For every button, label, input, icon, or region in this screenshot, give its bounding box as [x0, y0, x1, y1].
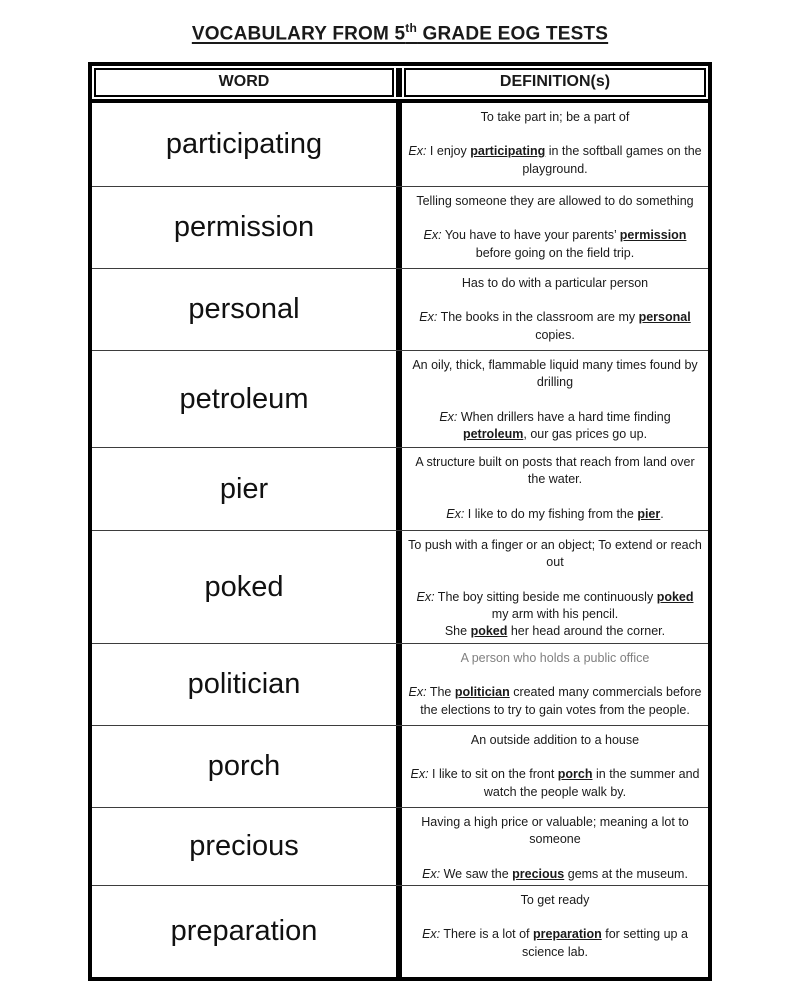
table-row: [92, 886, 708, 977]
example-segment: Ex:: [408, 144, 427, 159]
example-segment: Ex:: [422, 866, 441, 881]
example-segment: She: [444, 624, 471, 638]
example-sentence: [408, 227, 702, 262]
example-segment: Ex:: [416, 589, 435, 604]
vocabulary-word: pier: [219, 472, 269, 505]
example-sentence: [408, 623, 702, 640]
example-segment: in the softball games on the playground.: [522, 144, 702, 176]
example-segment: Ex:: [408, 685, 427, 700]
table-header-row: [92, 66, 708, 103]
example-segment: politician: [454, 685, 510, 700]
example-sentence: [408, 766, 702, 801]
example-segment: gems at the museum.: [564, 866, 688, 881]
vocabulary-word: preparation: [170, 915, 318, 947]
example-segment: her head around the corner.: [507, 624, 666, 638]
example-segment: before going on the field trip.: [475, 245, 635, 260]
example-sentence: [408, 409, 702, 444]
example-segment: created many commercials before the elections to try to gain votes from the people.: [420, 685, 702, 717]
example-segment: in the summer and watch the people walk by.: [483, 767, 700, 799]
definition-text: To push with a finger or an object; To extend or reach out: [408, 538, 702, 570]
definition-text: Telling someone they are allowed to do something: [416, 194, 694, 208]
vocabulary-word: precious: [189, 830, 299, 862]
example-sentence: [408, 589, 702, 624]
example-segment: The books in the classroom are my: [437, 310, 639, 325]
example-segment: participating: [470, 144, 546, 159]
definition-text: A person who holds a public office: [460, 651, 650, 665]
word-cell: [92, 448, 396, 530]
definition-cell: [402, 269, 708, 350]
definition-text: To get ready: [520, 893, 590, 907]
vocabulary-word: poked: [204, 570, 284, 603]
definition-text: An oily, thick, flammable liquid many times found by drilling: [412, 358, 698, 390]
definition-text: Having a high price or valuable; meaning a lot to someone: [421, 815, 689, 847]
example-sentence: [408, 309, 702, 344]
example-segment: The: [426, 685, 455, 700]
page-title-superscript: th: [405, 21, 418, 35]
example-segment: There is a lot of: [440, 927, 533, 942]
example-segment: We saw the: [440, 866, 513, 881]
example-segment: I like to do my fishing from the: [464, 506, 638, 521]
definition-cell: [402, 531, 708, 643]
example-segment: Ex:: [423, 228, 442, 243]
vocabulary-table: [88, 62, 712, 981]
example-segment: poked: [656, 589, 694, 604]
example-sentence: [408, 506, 702, 523]
definition-cell: [402, 726, 708, 807]
table-row: [92, 726, 708, 808]
definition-cell: [402, 644, 708, 725]
example-segment: personal: [638, 310, 691, 325]
example-segment: preparation: [533, 927, 602, 942]
table-body: [92, 103, 708, 977]
table-row: [92, 269, 708, 351]
example-segment: Ex:: [410, 767, 429, 782]
example-segment: for setting up a science lab.: [521, 927, 688, 959]
page-title-text: GRADE EOG TESTS: [417, 23, 609, 45]
page-title: [0, 0, 800, 45]
example-segment: pier: [637, 506, 661, 521]
page-title-text: VOCABULARY FROM 5: [191, 23, 406, 45]
definition-text: To take part in; be a part of: [480, 110, 630, 124]
example-segment: I like to sit on the front: [428, 767, 558, 782]
example-segment: You have to have your parents’: [441, 228, 620, 243]
example-segment: Ex:: [422, 927, 441, 942]
table-row: [92, 351, 708, 448]
example-segment: I enjoy: [426, 144, 471, 159]
definition-cell: [402, 448, 708, 530]
table-row: [92, 531, 708, 644]
definition-text: A structure built on posts that reach from land over the water.: [415, 455, 695, 487]
example-sentence: [408, 866, 702, 883]
definition-cell: [402, 886, 708, 977]
example-segment: poked: [470, 624, 508, 638]
example-sentence: [408, 684, 702, 719]
example-segment: precious: [512, 866, 565, 881]
definition-cell: [402, 187, 708, 268]
word-cell: [92, 808, 396, 885]
example-segment: , our gas prices go up.: [523, 426, 648, 441]
example-sentence: [408, 143, 702, 178]
example-segment: permission: [619, 228, 687, 243]
example-segment: copies.: [535, 327, 575, 342]
definition-text: An outside addition to a house: [470, 733, 640, 747]
example-segment: Ex:: [439, 409, 458, 424]
table-row: [92, 103, 708, 187]
table-row: [92, 644, 708, 726]
definition-cell: [402, 103, 708, 186]
example-segment: Ex:: [419, 310, 438, 325]
example-segment: Ex:: [446, 506, 465, 521]
example-segment: .: [660, 506, 664, 521]
table-row: [92, 448, 708, 531]
vocabulary-word: petroleum: [179, 382, 309, 415]
word-cell: [92, 644, 396, 725]
example-segment: petroleum: [462, 426, 524, 441]
word-cell: [92, 351, 396, 447]
table-row: [92, 808, 708, 886]
word-cell: [92, 187, 396, 268]
table-row: [92, 187, 708, 269]
definition-text: Has to do with a particular person: [461, 276, 649, 290]
example-segment: When drillers have a hard time finding: [457, 409, 671, 424]
example-segment: porch: [557, 767, 593, 782]
example-sentence: [408, 926, 702, 961]
word-cell: [92, 886, 396, 977]
vocabulary-word: participating: [165, 128, 323, 160]
definition-cell: [402, 351, 708, 447]
vocabulary-word: personal: [188, 293, 300, 325]
example-segment: The boy sitting beside me continuously: [434, 589, 657, 604]
vocabulary-word: politician: [187, 668, 301, 700]
example-segment: my arm with his pencil.: [491, 606, 619, 621]
word-cell: [92, 269, 396, 350]
vocabulary-word: porch: [207, 750, 281, 782]
word-cell: [92, 726, 396, 807]
word-cell: [92, 103, 396, 186]
column-header-definition: DEFINITION(s): [404, 68, 706, 97]
vocabulary-word: permission: [173, 211, 315, 243]
word-cell: [92, 531, 396, 643]
column-header-word: WORD: [94, 68, 394, 97]
definition-cell: [402, 808, 708, 885]
